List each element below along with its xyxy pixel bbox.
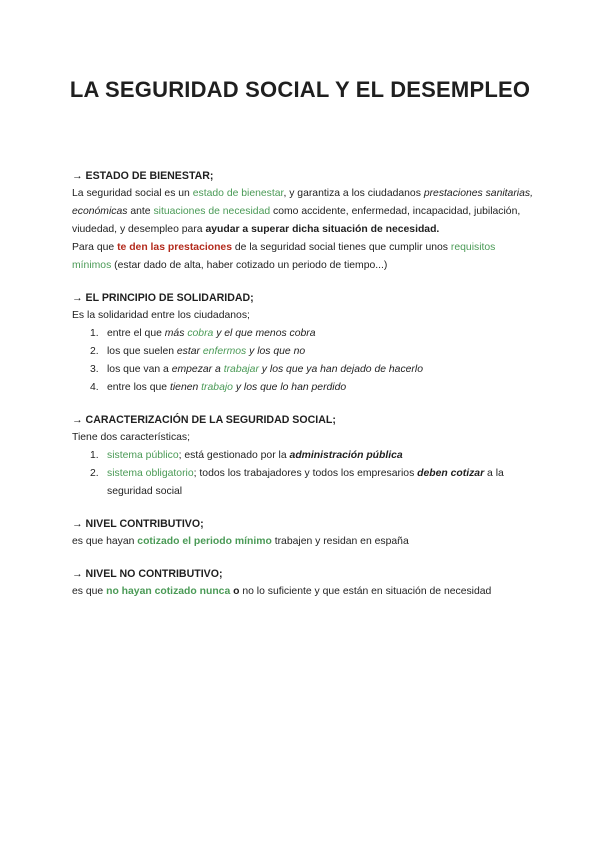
list-item: 1. entre el que más cobra y el que menos cobra xyxy=(90,328,316,339)
section-heading: → ESTADO DE BIENESTAR; xyxy=(72,170,214,182)
section-nivel-no-contributivo xyxy=(72,565,534,601)
document-body xyxy=(72,167,534,615)
page-title: LA SEGURIDAD SOCIAL Y EL DESEMPLEO xyxy=(69,77,531,102)
paragraph: es que no hayan cotizado nunca o no lo suficiente y que están en situación de necesidad xyxy=(72,586,492,597)
section-heading: → EL PRINCIPIO DE SOLIDARIDAD; xyxy=(72,292,254,304)
list-item: 2. los que suelen estar enfermos y los que no xyxy=(90,346,306,357)
list-item: 1. sistema público; está gestionado por la administración pública xyxy=(90,450,403,461)
red-highlight-term: te den las prestaciones xyxy=(117,242,232,253)
highlight-term: situaciones de necesidad xyxy=(153,206,271,217)
italic-term: prestaciones sanitarias, económicas xyxy=(72,188,533,217)
section-heading: → CARACTERIZACIÓN DE LA SEGURIDAD SOCIAL; xyxy=(72,414,336,426)
list-item: 2. sistema obligatorio; todos los trabajadores y todos los empresarios deben cotizar a la seguridad social xyxy=(90,468,504,497)
numbered-list xyxy=(72,325,534,397)
highlight-term: cobra xyxy=(187,328,214,339)
numbered-list xyxy=(72,447,534,501)
list-item: 4. entre los que tienen trabajo y los que lo han perdido xyxy=(90,382,347,393)
bold-term: ayudar a superar dicha situación de necesidad. xyxy=(205,224,440,235)
section-heading: → NIVEL NO CONTRIBUTIVO; xyxy=(72,568,223,580)
section-solidaridad xyxy=(72,289,534,397)
paragraph: La seguridad social es un estado de bienestar, y garantiza a los ciudadanos prestaciones sanitarias, económicas ante situaciones de necesidad como accidente, enfermedad, incapacidad, jubilación, viudedad, y desempleo para ayudar a superar dicha situación de necesidad. xyxy=(72,188,533,235)
highlight-term: sistema obligatorio xyxy=(107,468,194,479)
highlight-term: cotizado el periodo mínimo xyxy=(137,536,272,547)
highlight-term: no hayan cotizado nunca xyxy=(106,586,231,597)
section-heading: → NIVEL CONTRIBUTIVO; xyxy=(72,518,204,530)
highlight-term: enfermos xyxy=(202,346,247,357)
highlight-term: estado de bienestar xyxy=(192,188,284,199)
highlight-term: trabajo xyxy=(201,382,233,393)
section-estado-bienestar xyxy=(72,167,534,275)
highlight-term: trabajar xyxy=(223,364,259,375)
bold-term: deben cotizar xyxy=(417,468,485,479)
highlight-term: sistema público xyxy=(107,450,179,461)
highlight-term: requisitos mínimos xyxy=(72,242,496,271)
section-caracterizacion xyxy=(72,411,534,501)
list-item: 3. los que van a empezar a trabajar y los que ya han dejado de hacerlo xyxy=(90,364,423,375)
paragraph: Tiene dos características; xyxy=(72,432,191,443)
paragraph: Para que te den las prestaciones de la seguridad social tienes que cumplir unos requisitos mínimos (estar dado de alta, haber cotizado un periodo de tiempo...) xyxy=(72,242,496,271)
paragraph: es que hayan cotizado el periodo mínimo trabajen y residan en españa xyxy=(72,536,409,547)
bold-term: administración pública xyxy=(289,450,403,461)
section-nivel-contributivo xyxy=(72,515,534,551)
paragraph: Es la solidaridad entre los ciudadanos; xyxy=(72,310,250,321)
